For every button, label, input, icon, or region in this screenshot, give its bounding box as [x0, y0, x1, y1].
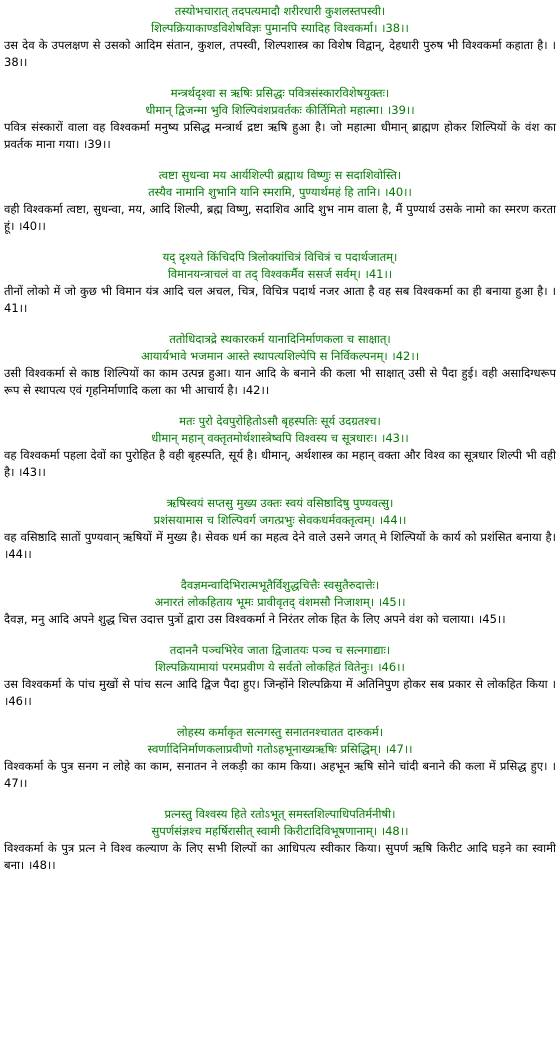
- hindi-translation: विश्वकर्मा के पुत्र प्रत्न ने विश्व कल्याण के लिए सभी शिल्पों का आधिपत्य स्वीकार किया। सुपर्ण ऋषि किरीट आदि घड़ने का स्वामी बना। ।48।।: [4, 841, 556, 872]
- hindi-translation: उस विश्वकर्मा के पांच मुखों से पांच सत्न आदि द्विज पैदा हुए। जिन्होंने शिल्पक्रिया में अतिनिपुण होकर सब प्रकार से लोकहित किया । ।46।।: [4, 677, 556, 708]
- hindi-translation: उस देव के उपलक्षण से उसको आदिम संतान, कुशल, तपस्वी, शिल्पशास्त्र का विशेष विद्वान्, देहधारी पुरुष भी विश्वकर्मा कहाता है। ।38।।: [4, 38, 556, 69]
- sanskrit-line-1: मतः पुरो देवपुरोहितोऽसौ बृहस्पतिः सूर्य उदग्रतश्च।: [179, 414, 381, 428]
- verse-47: [4, 724, 556, 792]
- sanskrit-line-2: शिल्पक्रियाकाण्डविशेषविज्ञः पुमानपि स्यादिह विश्वकर्मा। ।38।।: [151, 21, 409, 35]
- verse-42: [4, 331, 556, 399]
- verse-45: [4, 577, 556, 628]
- sanskrit-line-2: धीमान् द्विजन्मा भुवि शिल्पिवंशप्रवर्तकः कीर्तिमितो महात्मा। ।39।।: [145, 103, 415, 117]
- sanskrit-line-1: तदाननै पञ्चभिरेव जाता द्विजातयः पञ्च च सत्नगाद्याः।: [169, 643, 391, 657]
- sanskrit-line-1: दैवज्ञमन्वादिभिरात्मभूतैर्विशुद्धचित्तैः स्वसुतैरुदात्तेः।: [180, 578, 380, 592]
- sanskrit-line-1: मन्त्रर्थदृश्वा स ऋषिः प्रसिद्धः पवित्रसंस्कारविशेषयुक्तः।: [170, 86, 390, 100]
- hindi-translation: तीनों लोको में जो कुछ भी विमान यंत्र आदि चल अचल, चित्र, विचित्र पदार्थ नजर आता है वह सब विश्वकर्मा का ही बनाया हुआ है। ।41।।: [4, 284, 556, 315]
- verse-43: [4, 413, 556, 481]
- sanskrit-line-2: प्रशंसयामास च शिल्पिवर्ग जगत्प्रभुः सेवकधर्मवक्तृत्वम्। ।44।।: [153, 513, 407, 527]
- sanskrit-line-1: तस्योभचारात् तदपत्यमादौ शरीरधारी कुशलस्तपस्वी।: [174, 4, 386, 18]
- verse-38: [4, 3, 556, 71]
- sanskrit-line-1: ततोधिदात्रद्रे स्थकारकर्म यानादिनिर्माणकला च साक्षात्।: [169, 332, 391, 346]
- hindi-translation: वह विश्वकर्मा पहला देवों का पुरोहित है वही बृहस्पति, सूर्य है। धीमान्, अर्थशास्त्र का महान् वक्ता और विश्व का सूत्रधार शिल्पी भी वही है। ।43।।: [4, 448, 556, 479]
- sanskrit-line-2: तस्यैव नामानि शुभानि यानि स्मरामि, पुण्यार्थमहं हि तानि। ।40।।: [148, 185, 412, 199]
- sanskrit-line-2: सुपर्णसंज्ञश्च महर्षिरासीत् स्वामी किरीटादिविभूषणानाम्। ।48।।: [151, 824, 409, 838]
- sanskrit-line-1: यद् दृश्यते किंचिदपि त्रिलोक्यांचित्रं विचित्रं च पदार्थजातम्।: [162, 250, 398, 264]
- hindi-translation: वही विश्वकर्मा त्वष्टा, सुधन्वा, मय, आदि शिल्पी, ब्रह्म विष्णु, सदाशिव आदि शुभ नाम वाला है, मैं पुण्यार्थ उसके नामो का स्मरण करता हूं। ।40।।: [4, 202, 556, 233]
- sanskrit-line-2: आयार्यभावे भजमान आस्ते स्थापत्यशिल्पेपि स निर्विकल्पनम्। ।42।।: [140, 349, 420, 363]
- hindi-translation: दैवज्ञ, मनु आदि अपने शुद्ध चित्त उदात्त पुत्रों द्वारा उस विश्वकर्मा ने निरंतर लोक हित के लिए अपने वंश को चलाया। ।45।।: [4, 612, 506, 626]
- verse-40: [4, 167, 556, 235]
- sanskrit-line-1: प्रत्नस्तु विश्वस्य हिते रतोऽभूत् समस्तशिल्पाधिपतिर्मनीषी।: [164, 807, 396, 821]
- hindi-translation: उसी विश्वकर्मा से काष्ठ शिल्पियों का काम उत्पन्न हुआ। यान आदि के बनाने की कला भी साक्षात् उसी से पैदा हुई। वही असादिग्धरूप रूप से स्थापत्य एवं गृहनिर्माणादि कला का भी आचार्य है। ।42।।: [4, 366, 556, 397]
- verse-44: [4, 495, 556, 563]
- verse-46: [4, 642, 556, 710]
- verse-39: [4, 85, 556, 153]
- sanskrit-line-1: ऋषिस्वयं सप्तसु मुख्य उक्तः स्वयं वसिष्ठादिषु पुण्यवत्सु।: [166, 496, 394, 510]
- verse-41: [4, 249, 556, 317]
- hindi-translation: पवित्र संस्कारों वाला वह विश्वकर्मा मनुष्य प्रसिद्ध मन्त्रार्थ द्रष्टा ऋषि हुआ है। जो महात्मा धीमान् ब्राह्मण होकर शिल्पियों के वंश का प्रवर्तक माना गया। ।39।।: [4, 120, 556, 151]
- sanskrit-line-1: त्वष्टा सुधन्वा मय आर्यशिल्पी ब्रह्माथ विष्णुः स सदाशिवोस्ति।: [158, 168, 402, 182]
- sanskrit-line-2: स्वर्णादिनिर्माणकलाप्रवीणो गतोऽहभूनाख्यऋषिः प्रसिद्धिम्। ।47।।: [147, 742, 413, 756]
- verse-48: [4, 806, 556, 874]
- sanskrit-line-1: लोहस्य कर्माकृत सत्नगस्तु सनातनश्चातत दारुकर्म।: [176, 725, 384, 739]
- sanskrit-line-2: धीमान् महान् वक्तृतमोर्थशास्त्रेष्वपि विश्वस्य च सूत्रधारः। ।43।।: [151, 431, 409, 445]
- sanskrit-line-2: अनारतं लोकहिताय भूमः प्रावीवृतद् वंशमसौ निजाशम्। ।45।।: [154, 595, 406, 609]
- sanskrit-line-2: विमानयन्त्राचलं वा तद् विश्वकर्मैव ससर्ज सर्वम्। ।41।।: [167, 267, 393, 281]
- hindi-translation: वह वसिष्ठादि सातों पुण्यवान् ऋषियों में मुख्य है। सेवक धर्म का महत्व देने वाले उसने जगत् मे शिल्पियों के कार्य को प्रशंसित बनाया है। ।44।।: [4, 530, 556, 561]
- sanskrit-line-2: शिल्पक्रियामायां परमप्रवीण ये सर्वतो लोकहितं वितेनुः। ।46।।: [155, 660, 405, 674]
- hindi-translation: विश्वकर्मा के पुत्र सनग न लोहे का काम, सनातन ने लकड़ी का काम किया। अहभून ऋषि सोने चांदी बनाने की कला में प्रसिद्ध हुए। ।47।।: [4, 759, 556, 790]
